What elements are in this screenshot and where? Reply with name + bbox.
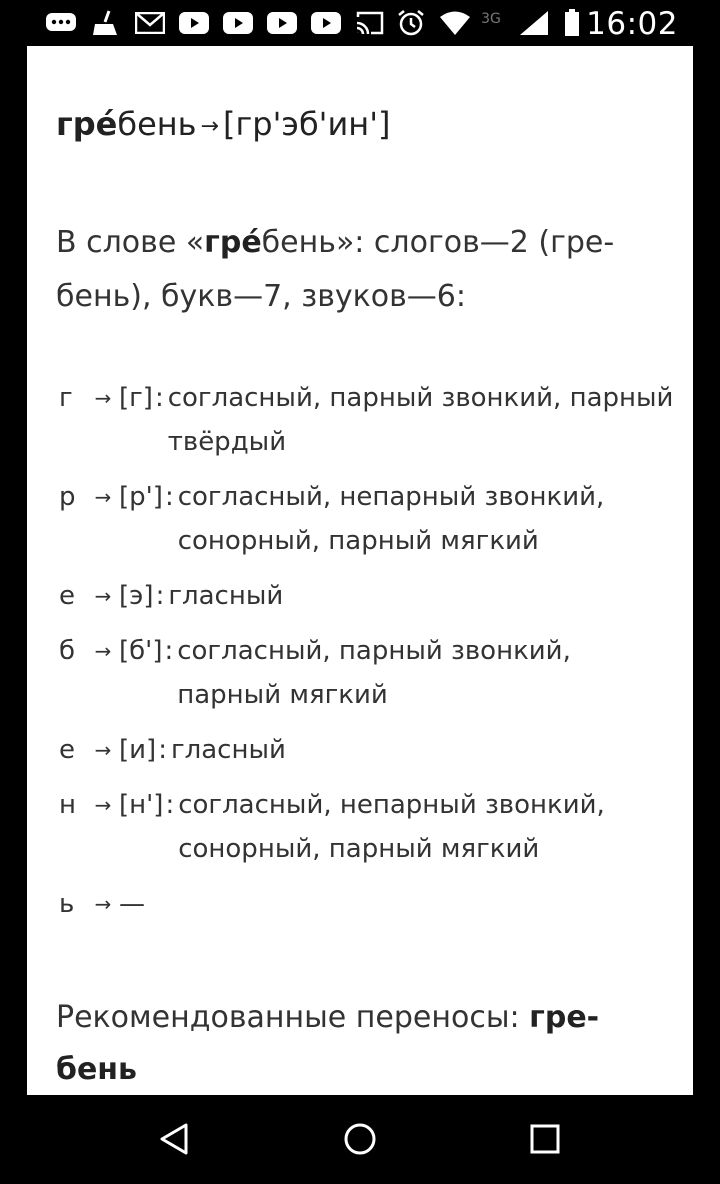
sound-description: согласный, непарный звонкий, сонорный, парный мягкий <box>177 482 605 556</box>
battery-icon <box>562 10 582 36</box>
colon: : <box>154 383 164 413</box>
mail-icon <box>134 10 166 36</box>
sound-description <box>151 882 679 926</box>
letter: е <box>59 735 75 765</box>
arrow-glyph: → <box>200 114 219 139</box>
sound: [б'] <box>119 636 163 666</box>
hyphenation-value: гре-бень <box>56 1000 600 1087</box>
colon: : <box>164 482 174 512</box>
hyphenation-label: Рекомендованные переносы: <box>56 1000 530 1035</box>
word-rest: бень <box>117 105 197 143</box>
navigation-bar <box>0 1095 720 1184</box>
cleaner-icon <box>90 10 120 36</box>
sound: [р'] <box>119 482 163 512</box>
word-summary <box>56 216 656 324</box>
letter: г <box>59 383 73 413</box>
arrow-glyph: → <box>94 485 112 509</box>
arrow-glyph: → <box>94 584 112 608</box>
messages-icon <box>44 10 78 36</box>
letter: ь <box>59 889 75 919</box>
sound-description: гласный <box>168 581 284 611</box>
letter-row <box>59 728 679 772</box>
letter-row <box>59 882 679 926</box>
colon: : <box>165 790 175 820</box>
sound-description: согласный, непарный звонкий, сонорный, парный мягкий <box>178 790 605 864</box>
cast-icon <box>354 10 386 36</box>
youtube-icon <box>222 10 254 36</box>
signal-icon <box>518 10 550 36</box>
alarm-icon <box>396 10 426 36</box>
letter-analysis-list <box>59 376 679 937</box>
letter-row <box>59 629 679 717</box>
youtube-icon <box>266 10 298 36</box>
sound-description: согласный, парный звонкий, парный мягкий <box>177 636 571 710</box>
recents-icon[interactable] <box>523 1117 567 1161</box>
sound: [г] <box>119 383 153 413</box>
wifi-icon <box>438 10 472 36</box>
word-heading <box>56 104 390 149</box>
colon: : <box>164 636 174 666</box>
colon: : <box>158 735 167 765</box>
arrow-glyph: → <box>94 892 112 916</box>
content-card <box>27 46 693 1095</box>
summary-prefix: В слове « <box>56 225 205 260</box>
sound: [н'] <box>119 790 164 820</box>
clock-time: 16:02 <box>586 6 678 42</box>
letter-row <box>59 574 679 618</box>
colon: : <box>155 581 165 611</box>
letter-row <box>59 783 679 871</box>
arrow-glyph: → <box>94 639 112 663</box>
arrow-glyph: → <box>94 738 112 762</box>
status-bar <box>0 0 720 48</box>
network-type-label: 3G <box>481 11 501 27</box>
back-icon[interactable] <box>152 1117 196 1161</box>
sound: [э] <box>119 581 154 611</box>
transcription: [гр'эб'ин'] <box>222 105 391 143</box>
summary-suffix: »: слогов—2 (гре-бень), букв—7, звуков—6: <box>56 225 615 314</box>
letter-row <box>59 475 679 563</box>
letter: р <box>59 482 76 512</box>
letter: б <box>59 636 76 666</box>
stressed-syllable: гре́ <box>56 105 118 143</box>
sound-description: гласный <box>170 735 286 765</box>
letter: н <box>59 790 76 820</box>
youtube-icon <box>310 10 342 36</box>
sound: [и] <box>119 735 157 765</box>
arrow-glyph: → <box>94 793 112 817</box>
summary-word-rest: бень <box>261 225 336 260</box>
summary-stressed: гре́ <box>204 225 262 260</box>
hyphenation-note <box>56 992 656 1096</box>
letter-row <box>59 376 679 464</box>
letter: е <box>59 581 75 611</box>
sound-description: согласный, парный звонкий, парный твёрдый <box>167 383 674 457</box>
sound: — <box>119 889 145 919</box>
youtube-icon <box>178 10 210 36</box>
home-icon[interactable] <box>338 1117 382 1161</box>
arrow-glyph: → <box>94 386 112 410</box>
